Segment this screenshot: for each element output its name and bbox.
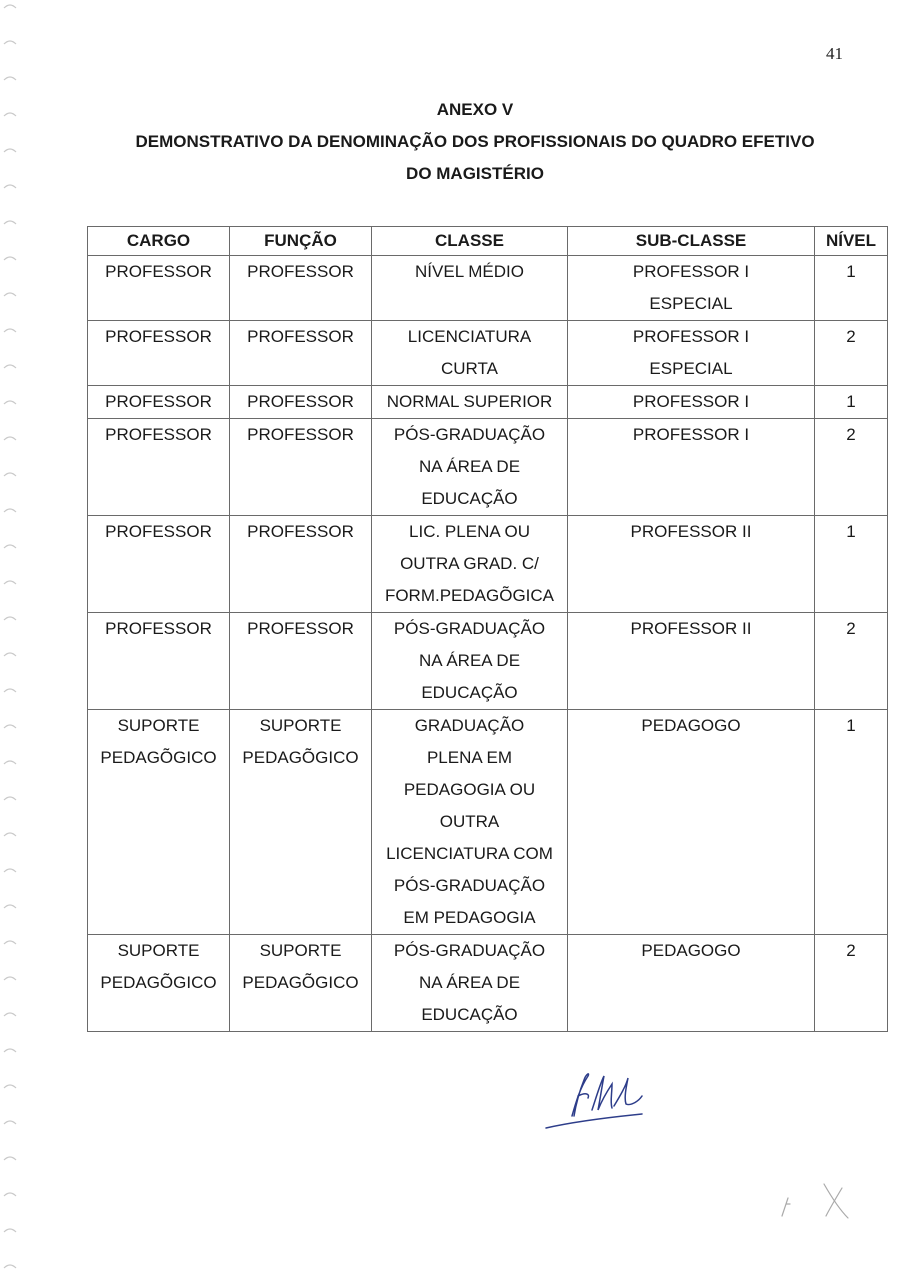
cell-subclasse bbox=[568, 613, 815, 710]
cell-cargo: PROFESSOR bbox=[88, 516, 230, 613]
cell-classe bbox=[372, 386, 568, 419]
cell-classe bbox=[372, 613, 568, 710]
cell-funcao: PROFESSOR bbox=[230, 256, 372, 321]
cell-subclasse bbox=[568, 419, 815, 516]
cell-line: FORM.PEDAGÕGICA bbox=[384, 586, 555, 605]
cell-classe bbox=[372, 710, 568, 935]
cell-subclasse bbox=[568, 256, 815, 321]
cell-line: NA ÁREA DE bbox=[418, 973, 521, 992]
cell-funcao: PROFESSOR bbox=[230, 613, 372, 710]
cell-line: SUPORTE bbox=[259, 716, 342, 735]
table-row bbox=[88, 710, 888, 935]
cell-line: NORMAL SUPERIOR bbox=[386, 392, 553, 411]
table-row bbox=[88, 516, 888, 613]
page-number: 41 bbox=[826, 44, 843, 63]
table-row bbox=[88, 386, 888, 419]
table-body bbox=[88, 256, 888, 1032]
cell-nivel: 1 bbox=[815, 710, 888, 935]
cell-line: ESPECIAL bbox=[649, 359, 733, 378]
cell-line: PÓS-GRADUAÇÃO bbox=[393, 941, 546, 960]
cell-cargo: PROFESSOR bbox=[88, 613, 230, 710]
cell-classe bbox=[372, 516, 568, 613]
binding-holes-decoration bbox=[0, 0, 40, 1285]
cell-line: EDUCAÇÃO bbox=[421, 683, 518, 702]
cell-line: PEDAGOGO bbox=[641, 716, 741, 735]
cell-line: PROFESSOR II bbox=[630, 619, 752, 638]
cell-funcao: PROFESSOR bbox=[230, 516, 372, 613]
cell-line: SUPORTE bbox=[117, 941, 200, 960]
cell-line: EDUCAÇÃO bbox=[421, 1005, 518, 1024]
header-nivel: NÍVEL bbox=[815, 227, 888, 256]
cell-line: PEDAGÕGICO bbox=[242, 748, 359, 767]
cell-line: PEDAGOGO bbox=[641, 941, 741, 960]
cell-cargo: PROFESSOR bbox=[88, 419, 230, 516]
annex-subtitle-line-2: DO MAGISTÉRIO bbox=[406, 164, 544, 183]
table-row bbox=[88, 935, 888, 1032]
cell-line: NA ÁREA DE bbox=[418, 651, 521, 670]
cell-line: PROFESSOR I bbox=[632, 425, 750, 444]
cell-nivel: 2 bbox=[815, 613, 888, 710]
table-row bbox=[88, 419, 888, 516]
cell-line: PLENA EM bbox=[426, 748, 513, 767]
cell-funcao: PROFESSOR bbox=[230, 321, 372, 386]
cell-line: CURTA bbox=[441, 359, 498, 378]
cell-line: PROFESSOR II bbox=[630, 522, 752, 541]
cell-subclasse bbox=[568, 321, 815, 386]
cell-funcao bbox=[230, 710, 372, 935]
table-header-row bbox=[88, 227, 888, 256]
document-title bbox=[60, 94, 890, 190]
cell-line: LICENCIATURA COM bbox=[386, 844, 553, 863]
cell-line: ESPECIAL bbox=[649, 294, 733, 313]
cell-line: EDUCAÇÃO bbox=[421, 489, 518, 508]
cell-line: PÓS-GRADUAÇÃO bbox=[393, 425, 546, 444]
cell-funcao bbox=[230, 935, 372, 1032]
cell-line: OUTRA bbox=[439, 812, 500, 831]
staff-classification-table bbox=[87, 226, 888, 1032]
cell-line: PROFESSOR I bbox=[632, 262, 750, 281]
cell-line: PEDAGÕGICO bbox=[100, 748, 217, 767]
cell-cargo: PROFESSOR bbox=[88, 386, 230, 419]
cell-subclasse bbox=[568, 710, 815, 935]
cell-nivel: 2 bbox=[815, 419, 888, 516]
header-subclasse: SUB-CLASSE bbox=[568, 227, 815, 256]
cell-subclasse bbox=[568, 516, 815, 613]
cell-nivel: 2 bbox=[815, 321, 888, 386]
cell-funcao: PROFESSOR bbox=[230, 419, 372, 516]
cell-nivel: 1 bbox=[815, 386, 888, 419]
handwritten-signature bbox=[542, 1058, 662, 1133]
cell-cargo bbox=[88, 935, 230, 1032]
cell-line: EM PEDAGOGIA bbox=[403, 908, 536, 927]
margin-handwritten-marks bbox=[776, 1178, 856, 1228]
header-funcao: FUNÇÃO bbox=[230, 227, 372, 256]
cell-line: SUPORTE bbox=[259, 941, 342, 960]
table-row bbox=[88, 256, 888, 321]
cell-line: NÍVEL MÉDIO bbox=[415, 262, 524, 281]
cell-line: LICENCIATURA bbox=[407, 327, 532, 346]
cell-line: PÓS-GRADUAÇÃO bbox=[393, 619, 546, 638]
cell-classe bbox=[372, 419, 568, 516]
annex-title: ANEXO V bbox=[436, 100, 514, 119]
cell-line: PEDAGÕGICO bbox=[100, 973, 217, 992]
cell-cargo: PROFESSOR bbox=[88, 256, 230, 321]
cell-line: PÓS-GRADUAÇÃO bbox=[393, 876, 546, 895]
table-row bbox=[88, 613, 888, 710]
cell-classe bbox=[372, 256, 568, 321]
cell-line: OUTRA GRAD. C/ bbox=[400, 554, 539, 573]
cell-line: SUPORTE bbox=[117, 716, 200, 735]
cell-line: PEDAGOGIA OU bbox=[403, 780, 536, 799]
cell-classe bbox=[372, 321, 568, 386]
cell-line: PEDAGÕGICO bbox=[242, 973, 359, 992]
cell-nivel: 2 bbox=[815, 935, 888, 1032]
cell-line: LIC. PLENA OU bbox=[409, 522, 530, 541]
cell-subclasse bbox=[568, 386, 815, 419]
cell-subclasse bbox=[568, 935, 815, 1032]
header-cargo: CARGO bbox=[88, 227, 230, 256]
cell-line: GRADUAÇÃO bbox=[414, 716, 525, 735]
cell-line: PROFESSOR I bbox=[632, 392, 750, 411]
cell-line: NA ÁREA DE bbox=[418, 457, 521, 476]
cell-cargo bbox=[88, 710, 230, 935]
cell-funcao: PROFESSOR bbox=[230, 386, 372, 419]
cell-cargo: PROFESSOR bbox=[88, 321, 230, 386]
cell-classe bbox=[372, 935, 568, 1032]
annex-subtitle-line-1: DEMONSTRATIVO DA DENOMINAÇÃO DOS PROFISSIONAIS DO QUADRO EFETIVO bbox=[135, 132, 815, 151]
cell-line: PROFESSOR I bbox=[632, 327, 750, 346]
header-classe: CLASSE bbox=[372, 227, 568, 256]
cell-nivel: 1 bbox=[815, 256, 888, 321]
table-row bbox=[88, 321, 888, 386]
cell-nivel: 1 bbox=[815, 516, 888, 613]
